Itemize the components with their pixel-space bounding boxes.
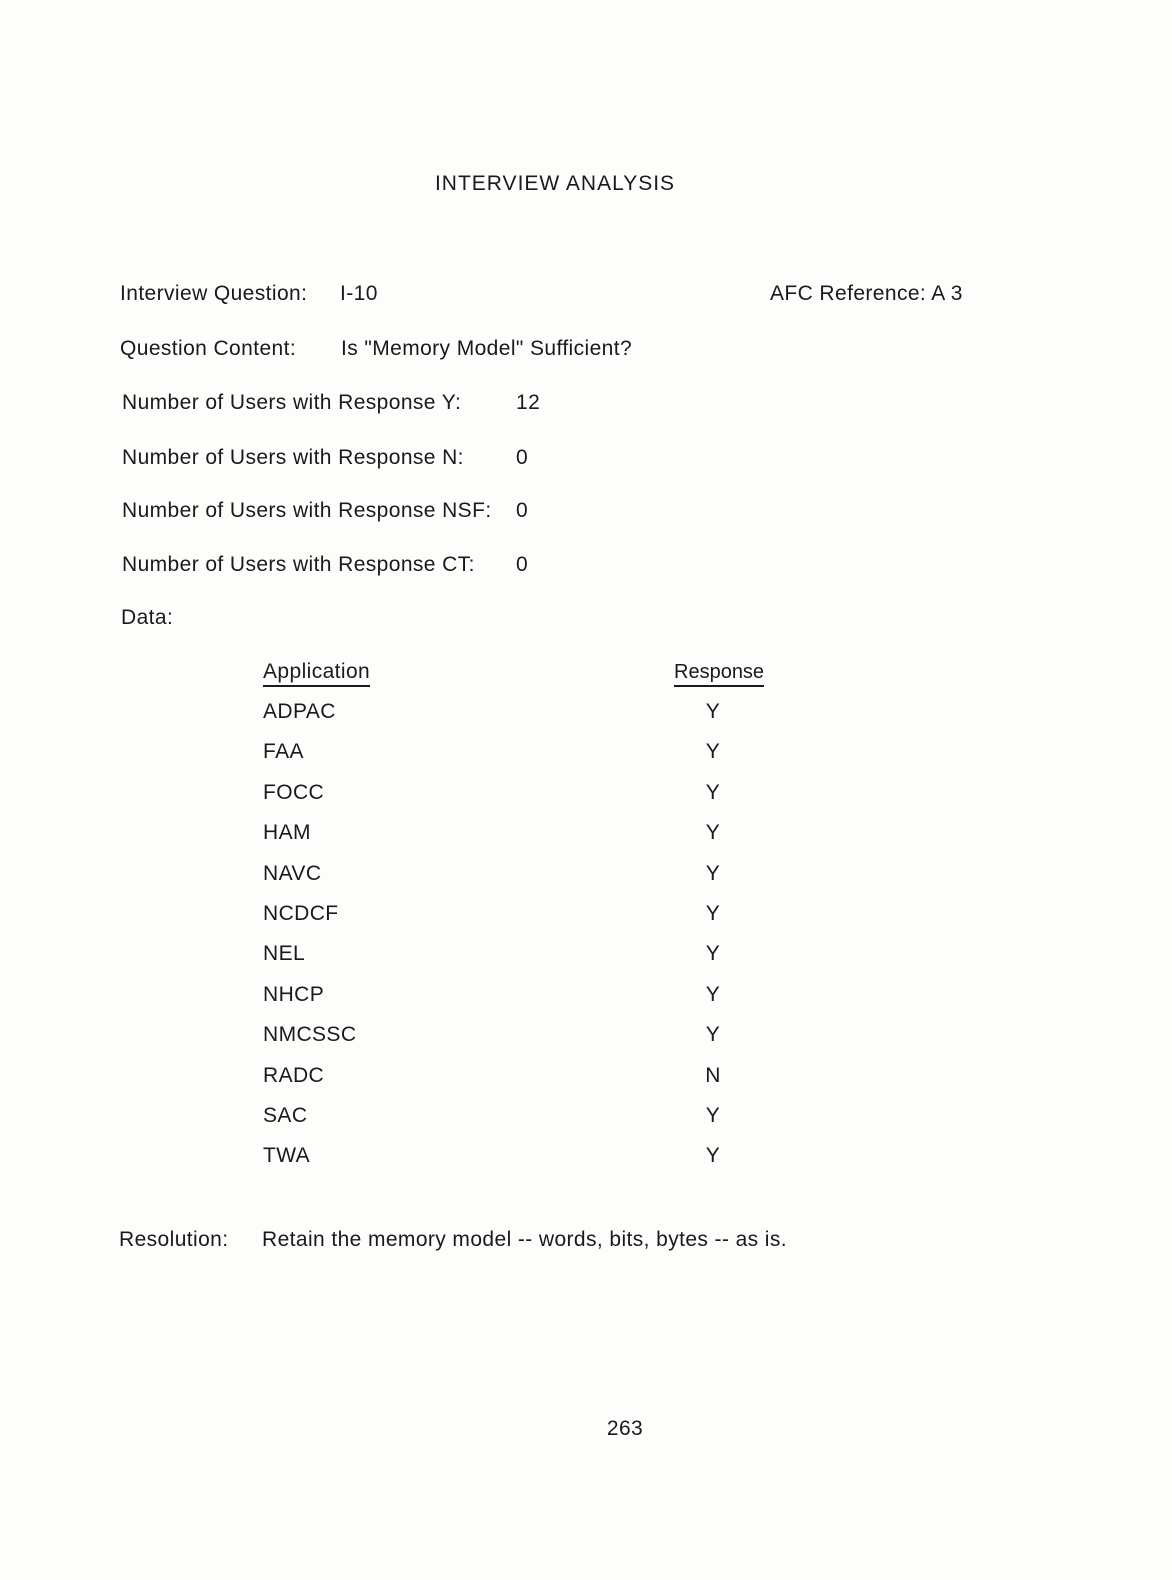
table-row — [0, 902, 1172, 942]
response-cell: Y — [705, 1144, 721, 1168]
resolution-label: Resolution: — [119, 1228, 229, 1251]
response-table — [0, 700, 1172, 1185]
response-cell: Y — [705, 700, 721, 723]
application-cell: HAM — [263, 821, 311, 845]
application-cell: FAA — [263, 740, 304, 764]
count-n-label: Number of Users with Response N: — [122, 446, 464, 469]
count-y-value: 12 — [516, 391, 541, 414]
count-n-value: 0 — [516, 446, 529, 469]
count-nsf-label: Number of Users with Response NSF: — [122, 499, 492, 522]
table-row — [0, 781, 1172, 821]
count-ct-value: 0 — [516, 553, 529, 576]
table-row — [0, 740, 1172, 780]
question-content-value: Is "Memory Model" Sufficient? — [341, 337, 633, 360]
response-cell: Y — [705, 1103, 721, 1127]
table-row — [0, 862, 1172, 902]
table-row — [0, 700, 1172, 740]
table-row — [0, 821, 1172, 861]
table-row — [0, 1144, 1172, 1184]
application-cell: NMCSSC — [263, 1023, 357, 1047]
afc-reference: AFC Reference: A 3 — [770, 282, 963, 305]
count-nsf-value: 0 — [516, 499, 529, 522]
data-label: Data: — [121, 606, 174, 629]
table-row — [0, 1104, 1172, 1144]
interview-question-value: I-10 — [340, 282, 378, 305]
response-cell: Y — [705, 901, 721, 925]
table-row — [0, 942, 1172, 982]
response-cell: Y — [705, 740, 721, 764]
response-cell: Y — [705, 942, 721, 966]
page-number: 263 — [606, 1417, 644, 1440]
count-y-label: Number of Users with Response Y: — [122, 391, 462, 414]
response-cell: Y — [705, 982, 721, 1006]
interview-question-label: Interview Question: — [120, 282, 308, 305]
table-row — [0, 983, 1172, 1023]
application-cell: SAC — [263, 1103, 308, 1127]
table-row — [0, 1064, 1172, 1104]
application-cell: NCDCF — [263, 901, 339, 925]
response-cell: Y — [705, 780, 721, 804]
application-cell: NHCP — [263, 982, 325, 1006]
table-row — [0, 1023, 1172, 1063]
application-cell: NEL — [263, 942, 306, 966]
application-cell: ADPAC — [263, 700, 336, 723]
resolution-value: Retain the memory model -- words, bits, bytes -- as is. — [262, 1228, 787, 1251]
count-ct-label: Number of Users with Response CT: — [122, 553, 475, 576]
column-header-response: Response — [674, 661, 764, 687]
question-content-label: Question Content: — [120, 337, 297, 360]
response-cell: Y — [705, 821, 721, 845]
column-header-application: Application — [263, 660, 370, 687]
page-title: INTERVIEW ANALYSIS — [434, 172, 676, 195]
application-cell: TWA — [263, 1144, 311, 1168]
response-cell: Y — [705, 1023, 721, 1047]
application-cell: FOCC — [263, 780, 325, 804]
application-cell: RADC — [263, 1063, 325, 1087]
response-cell: N — [705, 1063, 721, 1087]
response-cell: Y — [705, 861, 721, 885]
application-cell: NAVC — [263, 861, 322, 885]
